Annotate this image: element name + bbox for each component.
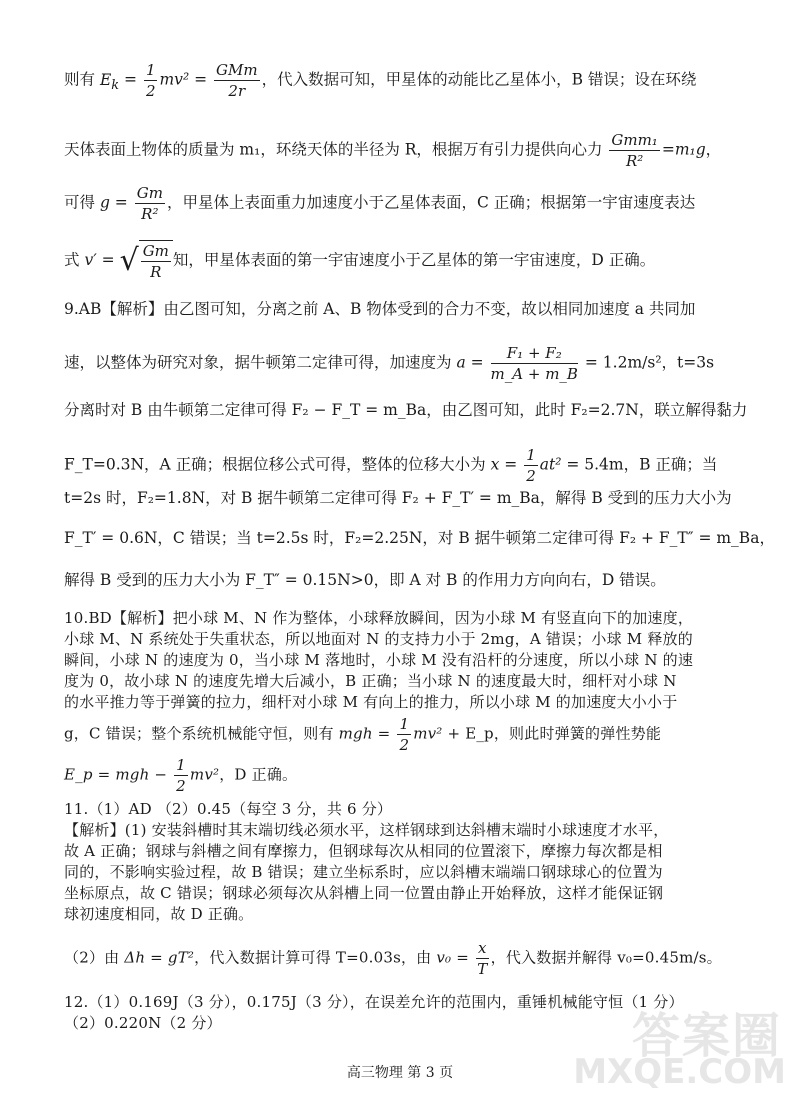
- text-line: [64, 297, 730, 321]
- watermark-logo: [573, 997, 792, 1097]
- math-term: at²: [539, 455, 562, 474]
- text-run: −: [149, 765, 173, 784]
- fraction-numerator: GMm: [216, 61, 258, 79]
- fraction-denominator: 2: [176, 777, 186, 795]
- watermark-url: MXQE.COM: [573, 1052, 786, 1092]
- text-line: [64, 240, 730, 282]
- math-term: Δh = gT²: [124, 948, 195, 967]
- fraction-numerator: F₁ + F₂: [491, 343, 578, 364]
- text-run: 故 A 正确；钢球与斜槽之间有摩擦力，但钢球每次从相同的位置滚下，摩擦力每次都是相: [64, 842, 663, 860]
- text-run: = 1.2m/s²，t=3s: [579, 353, 715, 372]
- text-run: （2）0.220N（2 分）: [64, 1014, 222, 1032]
- text-run: 坐标原点，故 C 错误；钢球必须每次从斜槽上同一位置由静止开始释放，这样才能保证钢: [64, 884, 664, 902]
- square-root: [120, 240, 173, 282]
- text-run: ，代入数据并解得 v₀=0.45m/s。: [490, 948, 722, 967]
- text-run: + E_p，则此时弹簧的弹性势能: [442, 724, 662, 743]
- math-term: mv²: [159, 70, 190, 89]
- fraction-denominator: R²: [141, 205, 159, 223]
- text-line: [64, 130, 730, 171]
- text-run: 的水平推力等于弹簧的拉力，细杆对小球 M 有向上的推力，所以小球 M 的加速度大小小于: [64, 693, 678, 711]
- text-run: 12.（1）0.169J（3 分），0.175J（3 分），在误差允许的范围内，重锤机械能守恒（1 分）: [64, 993, 684, 1011]
- text-run: =: [451, 948, 474, 967]
- text-run: ，甲星体上表面重力加速度小于乙星体表面，C 正确；根据第一宇宙速度表达: [166, 193, 696, 212]
- fraction-denominator: m_A + m_B: [490, 365, 578, 383]
- text-run: 瞬间，小球 N 的速度为 0，当小球 M 落地时，小球 M 没有沿杆的分速度，所以小球 N 的速: [64, 651, 694, 669]
- text-run: =: [119, 70, 142, 89]
- text-run: =: [499, 455, 523, 474]
- text-run: ，代入数据可知，甲星体的动能比乙星体小，B 错误；设在环绕: [261, 70, 697, 89]
- text-run: 【解析】(1) 安装斜槽时其末端切线必须水平，这样钢球到达斜槽末端时小球速度才水平，: [64, 821, 669, 839]
- math-term: mgh: [338, 724, 373, 743]
- text-line: [64, 343, 730, 384]
- fraction-numerator: Gm: [142, 242, 169, 260]
- fraction-denominator: T: [477, 960, 488, 978]
- fraction-numerator: 1: [176, 756, 186, 774]
- math-term: $E_k$: [99, 70, 120, 93]
- fraction-denominator: 2r: [228, 82, 246, 100]
- text-run: 11.（1）AD （2）0.45（每空 3 分，共 6 分）: [64, 800, 393, 818]
- text-run: 天体表面上物体的质量为 m₁，环绕天体的半径为 R，根据万有引力提供向心力: [64, 140, 608, 159]
- watermark-text: 答案圈: [631, 1008, 782, 1064]
- math-term: x: [490, 455, 500, 474]
- text-run: 球初速度相同，故 D 正确。: [64, 905, 254, 923]
- fraction: [141, 241, 171, 282]
- text-line: [64, 183, 730, 224]
- text-run: ，D 正确。: [219, 765, 298, 784]
- text-run: ，代入数据计算可得 T=0.03s，由: [194, 948, 437, 967]
- fraction-denominator: 2: [526, 467, 536, 485]
- text-run: ，: [705, 140, 722, 159]
- math-term: g: [99, 193, 110, 212]
- fraction-numerator: Gm: [136, 184, 163, 202]
- text-run: 速，以整体为研究对象，据牛顿第二定律可得，加速度为: [64, 353, 457, 372]
- text-line: [64, 755, 730, 796]
- text-run: 式: [64, 251, 85, 269]
- text-run: （2）由: [64, 948, 125, 967]
- math-subscript: k: [111, 77, 120, 93]
- text-run: 9.AB【解析】由乙图可知，分离之前 A、B 物体受到的合力不变，故以相同加速度 a 共同加: [64, 300, 696, 318]
- fraction: [135, 183, 165, 224]
- fraction: [491, 343, 578, 384]
- fraction-numerator: 1: [145, 61, 156, 79]
- text-line: [64, 60, 730, 101]
- text-run: 度为 0，故小球 N 的速度先增大后减小，B 正确；当小球 N 的速度最大时，细杆对小球 N: [64, 672, 677, 690]
- text-run: 则有: [64, 70, 100, 89]
- fraction-denominator: 2: [399, 736, 410, 754]
- text-run: =: [109, 193, 133, 212]
- text-run: 10.BD【解析】把小球 M、N 作为整体，小球释放瞬间，因为小球 M 有竖直向下的加速度，: [64, 609, 694, 627]
- math-term: mv²: [189, 765, 220, 784]
- text-run: 分离时对 B 由牛顿第二定律可得 F₂ − F_T = m_Ba，由乙图可知，此时 F₂=2.7N，联立解得黏力: [64, 401, 748, 419]
- fraction-denominator: 2: [145, 82, 156, 100]
- text-run: 解得 B 受到的压力大小为 F_T″ = 0.15N>0，即 A 对 B 的作用力方向向右，D 错误。: [64, 571, 666, 589]
- fraction-numerator: 1: [399, 715, 410, 733]
- fraction: [397, 714, 411, 755]
- fraction: [524, 445, 538, 486]
- fraction: [476, 938, 489, 979]
- math-term: v′: [84, 251, 97, 269]
- text-run: =: [189, 70, 212, 89]
- text-line: [64, 445, 730, 486]
- text-run: =: [96, 251, 120, 269]
- text-run: 同的，不影响实验过程，故 B 错误；建立坐标系时，应以斜槽末端端口钢球球心的位置为: [64, 863, 663, 881]
- text-run: t=2s 时，F₂=1.8N，对 B 据牛顿第二定律可得 F₂ + F_T′ = m_Ba，解得 B 受到的压力大小为: [64, 489, 732, 507]
- math-term: a: [456, 353, 466, 372]
- text-run: F_T=0.3N，A 正确；根据位移公式可得，整体的位移大小为: [64, 455, 491, 474]
- fraction: [144, 60, 158, 101]
- page-footer: 高三物理 第 3 页: [346, 1065, 454, 1081]
- text-run: g，C 错误；整个系统机械能守恒，则有: [64, 724, 339, 743]
- fraction-denominator: R²: [625, 152, 644, 170]
- text-run: 知，甲星体表面的第一宇宙速度小于乙星体的第一宇宙速度，D 正确。: [172, 251, 656, 269]
- text-run: =: [465, 353, 489, 372]
- math-term: =m₁g: [661, 140, 706, 159]
- fraction-numerator: x: [477, 939, 487, 957]
- text-line: [64, 398, 748, 422]
- text-run: F_T′ = 0.6N，C 错误；当 t=2.5s 时，F₂=2.25N，对 B 据牛顿第二定律可得 F₂ + F_T″ = m_Ba，: [64, 529, 775, 547]
- math-term: E_p = mgh: [64, 765, 150, 784]
- text-line: [64, 486, 730, 510]
- fraction: [214, 60, 260, 101]
- fraction: [174, 755, 188, 796]
- text-run: 小球 M、N 系统处于失重状态，所以地面对 N 的支持力小于 2mg，A 错误；小球 M 释放的: [64, 630, 693, 648]
- text-line: [64, 568, 730, 592]
- text-line: [64, 526, 775, 550]
- text-line: [64, 902, 730, 926]
- text-line: [64, 714, 730, 755]
- radicand: [139, 240, 173, 282]
- fraction: [609, 130, 659, 171]
- fraction-denominator: R: [150, 263, 162, 281]
- radical-sign: √: [119, 243, 139, 278]
- math-term: mv²: [413, 724, 443, 743]
- text-run: 可得: [64, 193, 100, 212]
- text-run: = 5.4m，B 正确；当: [561, 455, 718, 474]
- text-line: [64, 690, 730, 714]
- text-run: =: [372, 724, 396, 743]
- fraction-numerator: 1: [526, 446, 536, 464]
- math-term: v₀: [436, 948, 452, 967]
- text-line: [64, 938, 730, 979]
- fraction-numerator: Gmm₁: [611, 131, 658, 149]
